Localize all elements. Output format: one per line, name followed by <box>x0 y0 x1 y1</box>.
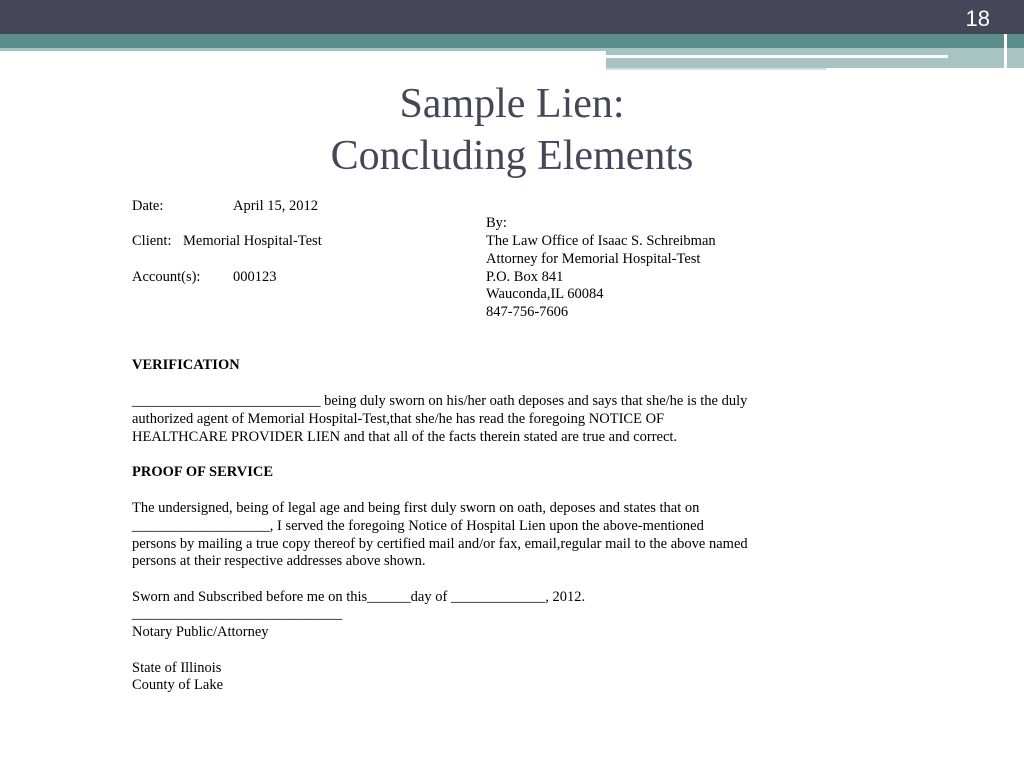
verification-line-2: authorized agent of Memorial Hospital-Test,that she/he has read the foregoing NOTICE OF <box>132 411 665 427</box>
account-value: 000123 <box>233 269 277 285</box>
by-label: By: <box>486 215 507 231</box>
header-light-block <box>606 48 1024 68</box>
header-light-stripe <box>0 48 606 51</box>
firm-name: The Law Office of Isaac S. Schreibman <box>486 233 716 249</box>
state-label: State of Illinois <box>132 660 222 676</box>
slide-title-line1: Sample Lien: <box>399 81 625 127</box>
client-label: Client: <box>132 233 172 249</box>
header-white-line <box>606 55 948 58</box>
slide-number: 18 <box>965 6 990 31</box>
account-label: Account(s): <box>132 269 201 285</box>
proof-line-1: The undersigned, being of legal age and being first duly sworn on oath, deposes and states that on <box>132 500 700 516</box>
sworn-line: Sworn and Subscribed before me on this______day of _____________, 2012. <box>132 589 586 605</box>
county-label: County of Lake <box>132 677 224 693</box>
slide-title-line2: Concluding Elements <box>330 133 694 179</box>
date-value: April 15, 2012 <box>233 198 318 214</box>
attorney-role: Attorney for Memorial Hospital-Test <box>486 251 701 267</box>
slide-title <box>0 78 1024 182</box>
verification-line-3: HEALTHCARE PROVIDER LIEN and that all of the facts therein stated are true and correct. <box>132 429 678 445</box>
header-white-line-lower <box>606 68 826 70</box>
phone-number: 847-756-7606 <box>486 304 569 320</box>
header-gap <box>1004 34 1007 68</box>
proof-of-service-heading: PROOF OF SERVICE <box>132 464 274 480</box>
header-teal-bar <box>0 34 1024 48</box>
verification-heading: VERIFICATION <box>132 357 240 373</box>
proof-line-2: ___________________, I served the foregoing Notice of Hospital Lien upon the above-mentioned <box>132 518 704 534</box>
proof-line-4: persons at their respective addresses above shown. <box>132 553 426 569</box>
verification-line-1: __________________________ being duly sworn on his/her oath deposes and says that she/he is the duly <box>132 393 748 409</box>
proof-line-3: persons by mailing a true copy thereof by certified mail and/or fax, email,regular mail to the above named <box>132 536 748 552</box>
header-dark-bar <box>0 0 1024 34</box>
client-value: Memorial Hospital-Test <box>183 233 322 249</box>
city-zip: Wauconda,IL 60084 <box>486 286 604 302</box>
signature-line: _____________________________ <box>132 606 343 622</box>
po-box: P.O. Box 841 <box>486 269 564 285</box>
date-label: Date: <box>132 198 164 214</box>
notary-label: Notary Public/Attorney <box>132 624 269 640</box>
